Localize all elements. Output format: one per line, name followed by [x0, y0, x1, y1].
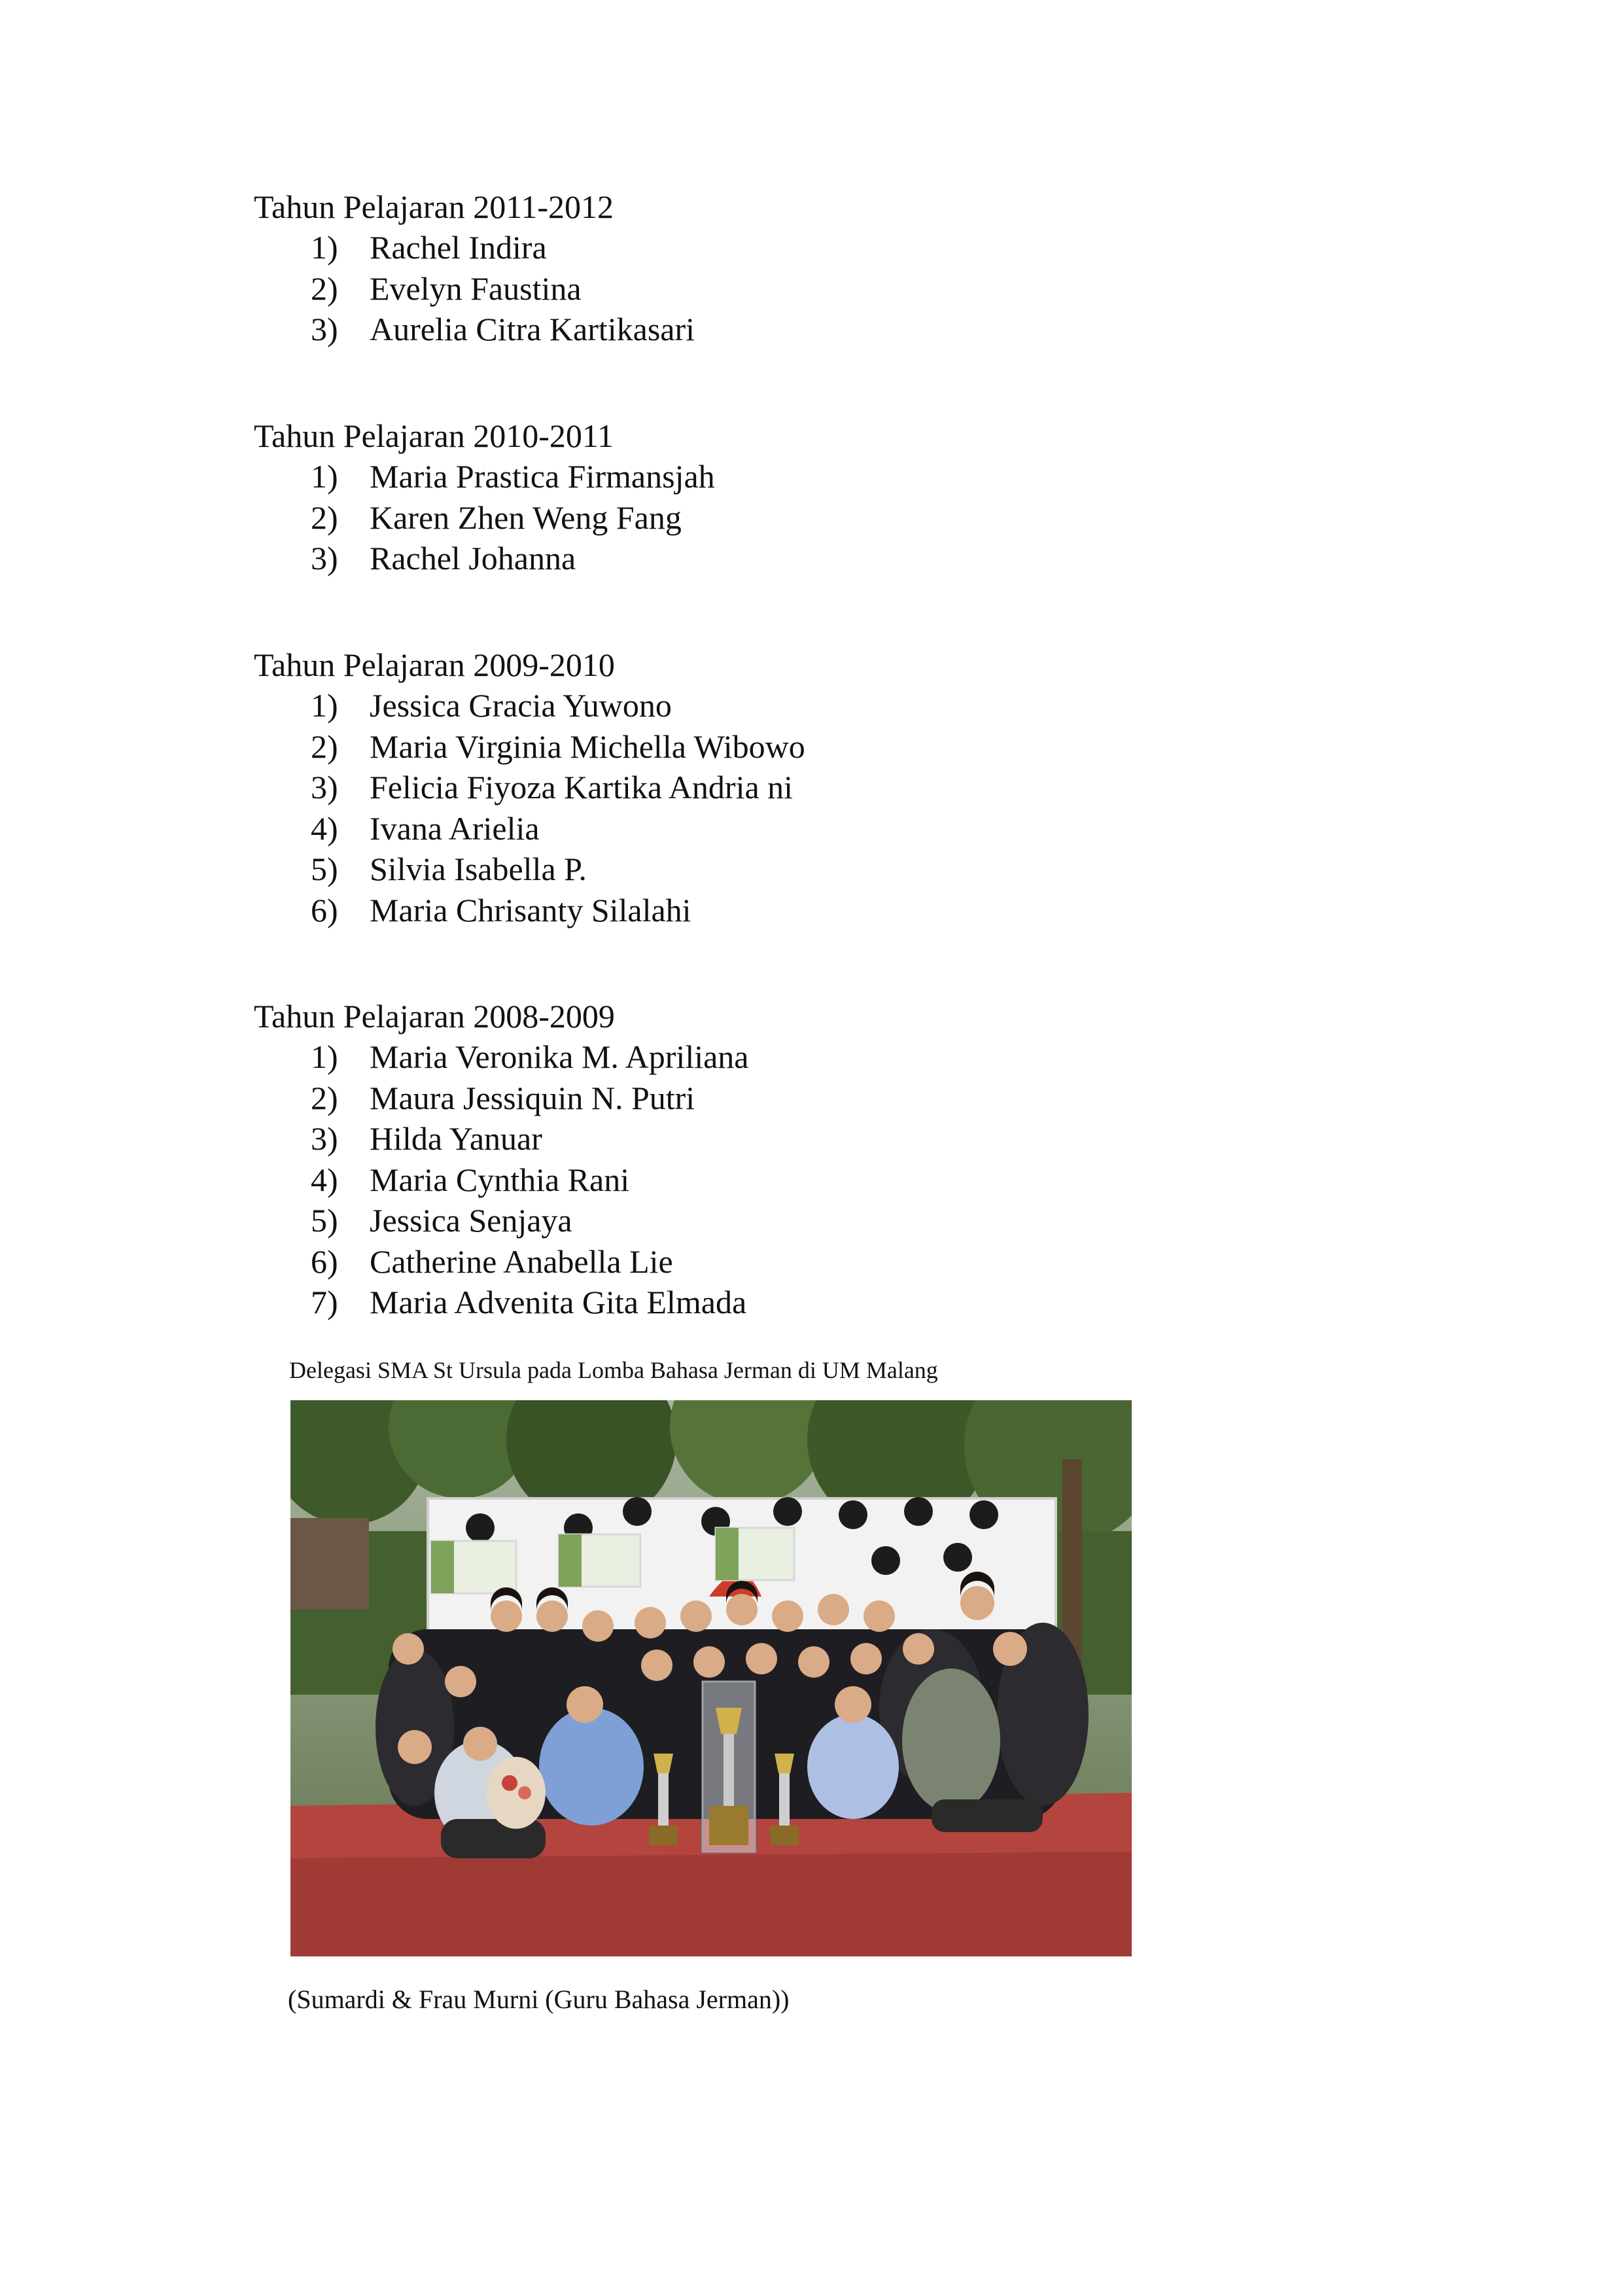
list-item: 5) Silvia Isabella P.: [311, 851, 587, 887]
list-item: 6) Catherine Anabella Lie: [311, 1243, 673, 1280]
name-list: [254, 227, 695, 350]
name-list: [254, 685, 805, 930]
list-item: 6) Maria Chrisanty Silalahi: [311, 891, 691, 928]
list-item: 2) Karen Zhen Weng Fang: [311, 499, 682, 536]
section-heading: Tahun Pelajaran 2009-2010: [254, 646, 615, 683]
list-item: 2) Maura Jessiquin N. Putri: [311, 1079, 695, 1116]
list-item: 3) Rachel Johanna: [311, 540, 576, 576]
list-item: 3) Felicia Fiyoza Kartika Andria ni: [311, 769, 794, 805]
list-item: 1) Maria Prastica Firmansjah: [311, 458, 715, 495]
name-list: [254, 456, 715, 579]
section-2008-2009: [254, 996, 749, 1323]
list-item: 2) Maria Virginia Michella Wibowo: [311, 728, 805, 765]
list-item: 2) Evelyn Faustina: [311, 270, 582, 307]
list-item: 1) Maria Veronika M. Apriliana: [311, 1038, 749, 1075]
section-2010-2011: [254, 415, 715, 579]
list-item: 4) Ivana Arielia: [311, 809, 540, 847]
list-item: 1) Jessica Gracia Yuwono: [311, 687, 672, 724]
name-list: [254, 1036, 749, 1323]
list-item: 1) Rachel Indira: [311, 229, 547, 266]
section-heading: Tahun Pelajaran 2010-2011: [254, 417, 614, 454]
section-2009-2010: [254, 645, 805, 930]
list-item: 3) Hilda Yanuar: [311, 1120, 542, 1157]
list-item: 7) Maria Advenita Gita Elmada: [311, 1284, 747, 1320]
list-item: 3) Aurelia Citra Kartikasari: [311, 311, 695, 347]
section-2011-2012: [254, 186, 695, 350]
group-photo: [290, 1400, 1132, 1956]
section-heading: Tahun Pelajaran 2011-2012: [254, 188, 614, 225]
list-item: 4) Maria Cynthia Rani: [311, 1161, 630, 1198]
photo-credit: (Sumardi & Frau Murni (Guru Bahasa Jerman)): [288, 1985, 790, 2014]
photo-caption: Delegasi SMA St Ursula pada Lomba Bahasa Jerman di UM Malang: [289, 1357, 938, 1383]
section-heading: Tahun Pelajaran 2008-2009: [254, 998, 615, 1034]
list-item: 5) Jessica Senjaya: [311, 1202, 572, 1239]
